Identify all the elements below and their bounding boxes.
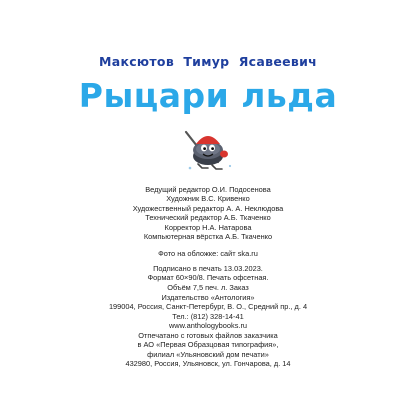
publisher-line: Тел.: (812) 328-14-41 [172, 311, 244, 321]
printer-line: в АО «Первая Образцовая типография», [137, 340, 279, 350]
print-info-line: Подписано в печать 13.03.2023. [153, 264, 263, 273]
credit-line: Технический редактор А.Б. Ткаченко [145, 213, 271, 223]
printer-line: филиал «Ульяновский дом печати» [147, 349, 269, 359]
publisher-block [0, 293, 416, 331]
cover-photo-line: Фото на обложке: сайт ska.ru [158, 249, 258, 258]
credit-line: Корректор Н.А. Натарова [164, 222, 252, 232]
printer-line: Отпечатано с готовых файлов заказчика [138, 331, 278, 340]
printer-block [0, 331, 416, 369]
print-info-block [0, 264, 416, 292]
print-info-line: Формат 60×90/8. Печать офсетная. [147, 273, 269, 283]
publisher-line: 199004, Россия, Санкт-Петербург, В. О., Средний пр., д. 4 [108, 302, 308, 312]
print-info-line: Объём 7,5 печ. л. Заказ [167, 282, 249, 292]
printer-line: 432980, Россия, Ульяновск, ул. Гончарова, д. 14 [125, 359, 291, 369]
author-name: Максютов Тимур Ясавеевич [98, 54, 318, 69]
publisher-line: www.anthologybooks.ru [168, 321, 248, 331]
credit-line: Компьютерная вёрстка А.Б. Ткаченко [143, 232, 273, 242]
credits-block [0, 185, 416, 241]
cover-photo-credit [0, 249, 416, 258]
credit-line: Художник В.С. Кривенко [166, 194, 250, 204]
credit-line: Художественный редактор А. А. Неклюдова [132, 203, 284, 213]
publisher-line: Издательство «Антология» [161, 293, 255, 302]
hockey-puck-mascot-icon [178, 124, 240, 174]
credit-line: Ведущий редактор О.И. Подосенова [145, 185, 271, 194]
book-title: Рыцари льда [78, 76, 338, 115]
